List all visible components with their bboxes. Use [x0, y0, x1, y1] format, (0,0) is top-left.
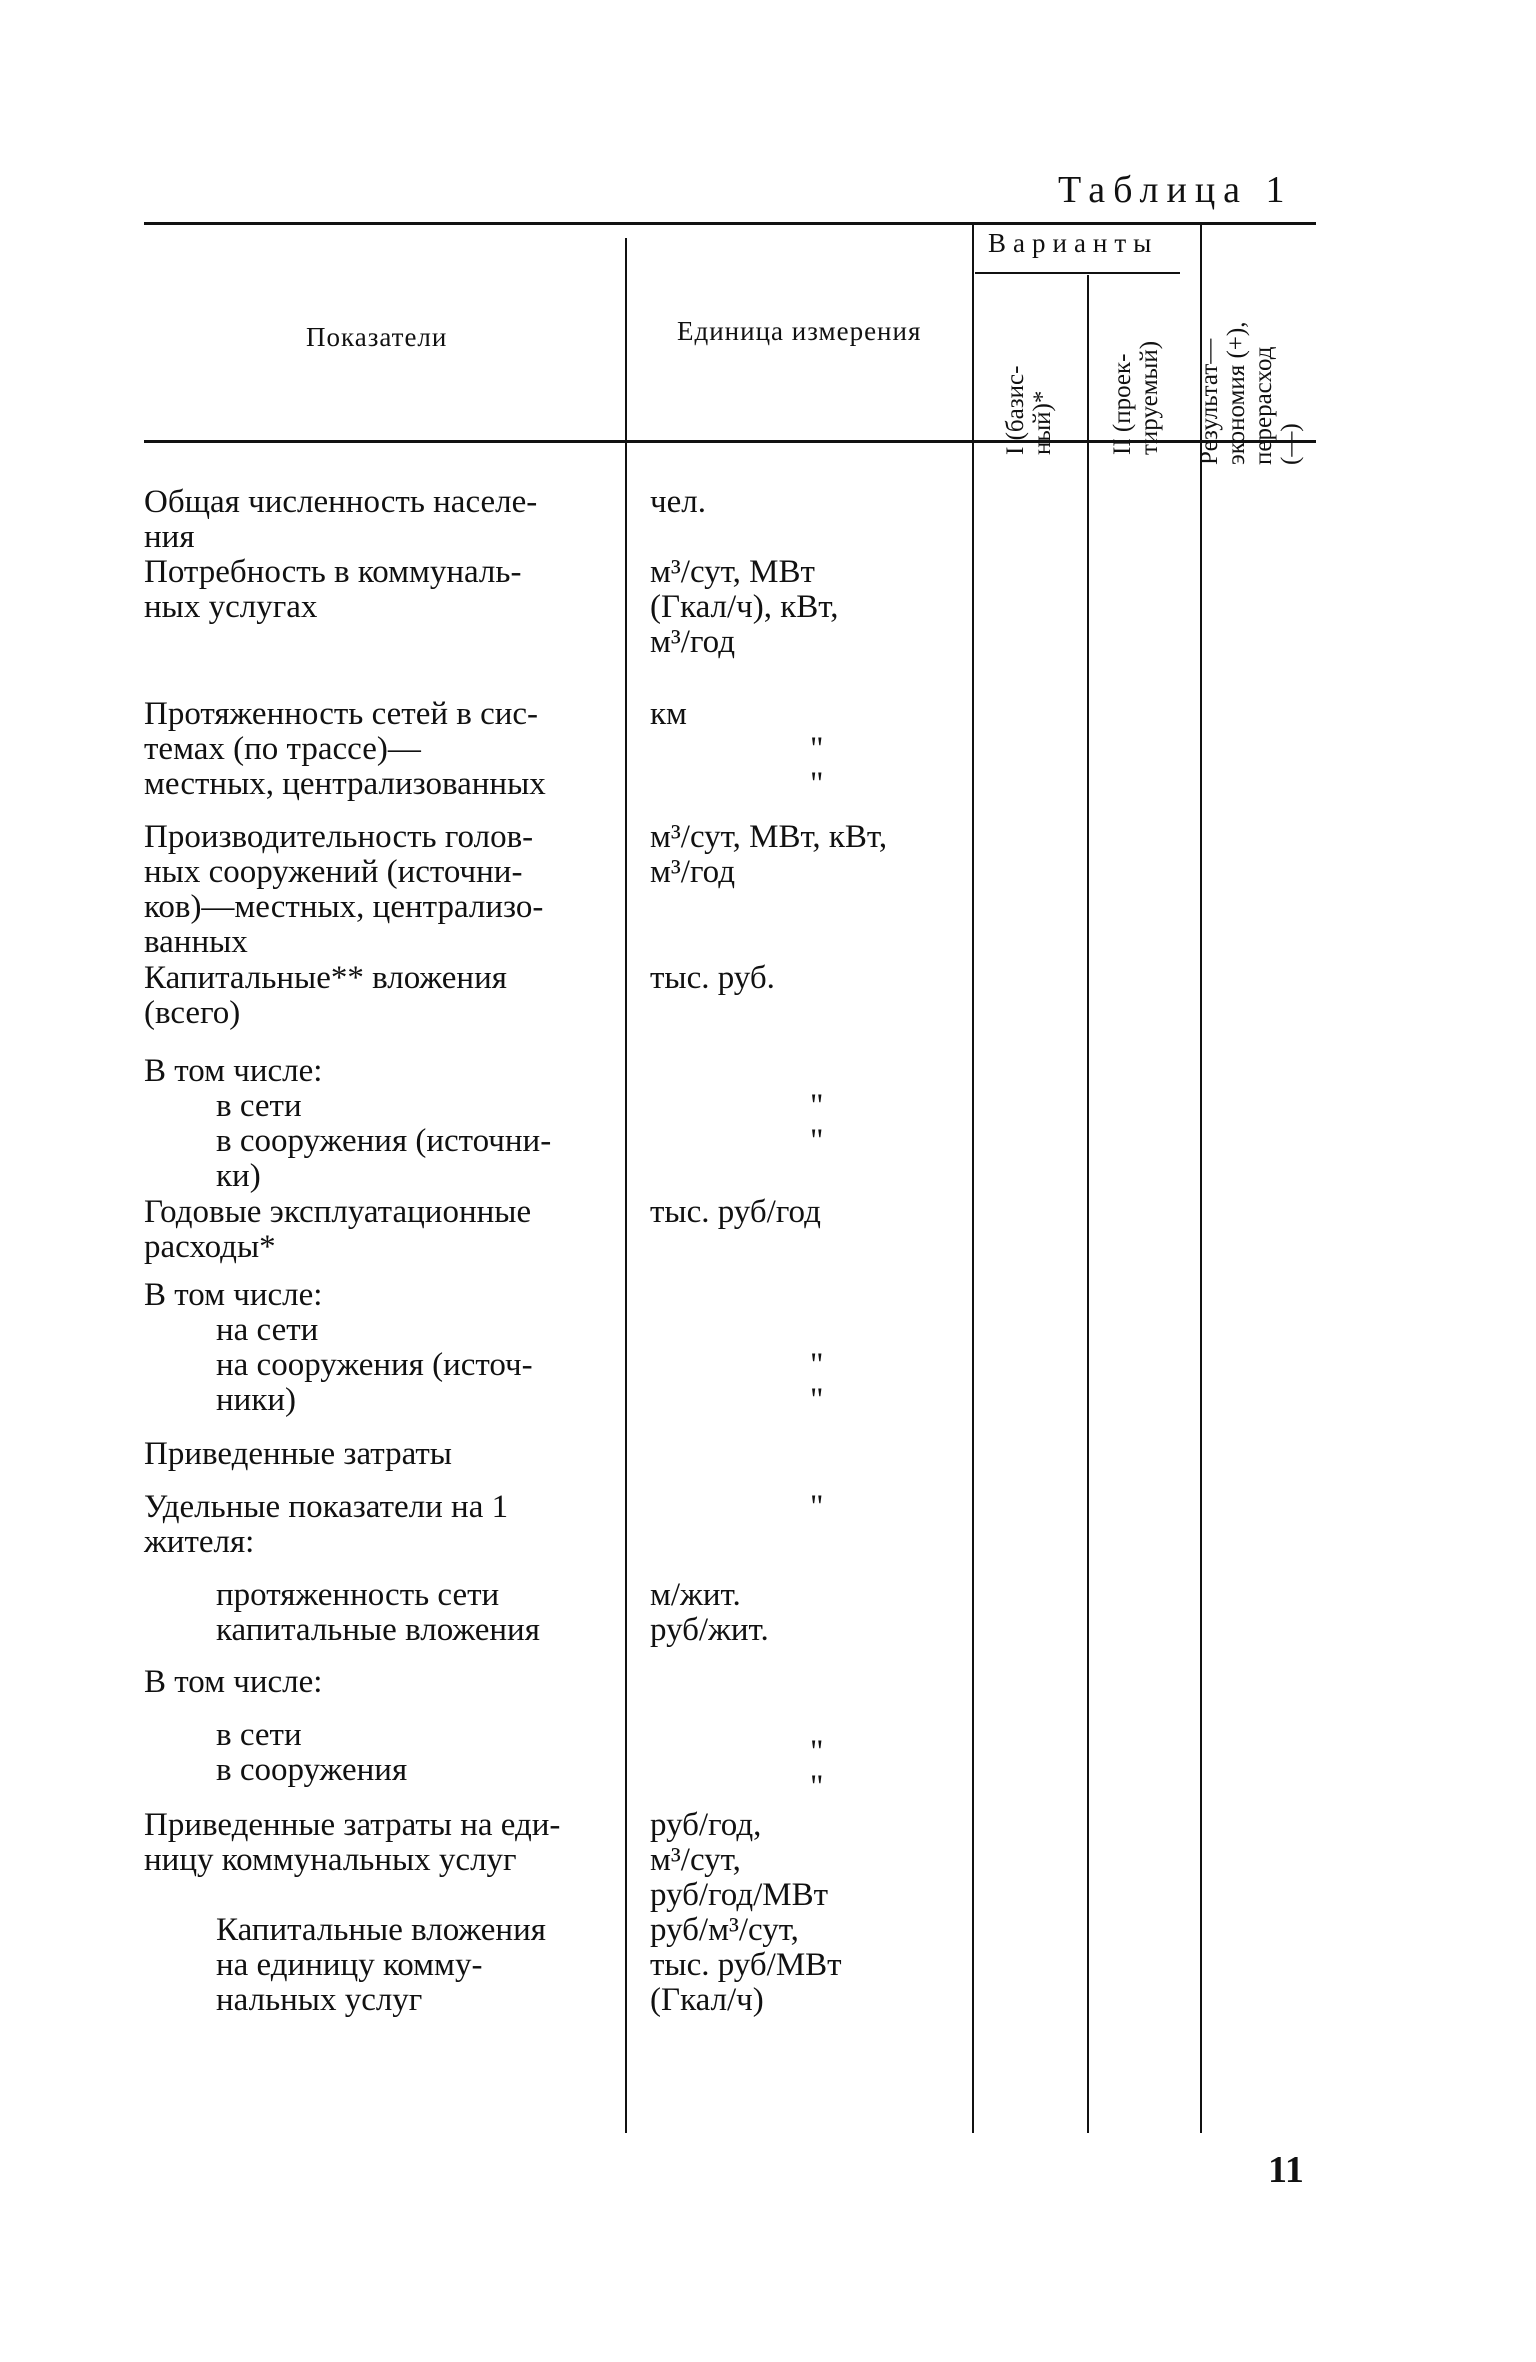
- row-capital-investment-total: Капитальные** вложения (всего): [144, 960, 507, 1031]
- row-annual-operating-costs: Годовые эксплуатационные расходы*: [144, 1194, 532, 1265]
- header-variant-1: I (базис- ный)*: [1002, 365, 1056, 455]
- unit-population: чел.: [650, 484, 706, 520]
- header-variant-2: II (проек- тируемый): [1109, 340, 1163, 455]
- page-number: 11: [1268, 2149, 1304, 2191]
- row-per-capita-by-part: в сети в сооружения: [216, 1717, 408, 1788]
- unit-network-length: км " ": [650, 696, 824, 802]
- row-reduced-costs: Приведенные затраты: [144, 1436, 452, 1472]
- row-utility-demand: Потребность в коммуналь- ных услугах: [144, 554, 522, 625]
- row-operating-by-part: на сети на сооружения (источ- ники): [216, 1312, 533, 1418]
- row-including-label: В том числе:: [144, 1053, 323, 1089]
- unit-capital-total: тыс. руб.: [650, 960, 775, 996]
- header-unit: Единица измерения: [677, 316, 922, 346]
- unit-head-facility-capacity: м³/сут, МВт, кВт, м³/год: [650, 819, 888, 890]
- column-rule-variant2: [1087, 275, 1089, 2133]
- unit-capital-per-unit: руб/м³/сут, тыс. руб/МВт (Гкал/ч): [650, 1912, 842, 2018]
- unit-utility-demand: м³/сут, МВт (Гкал/ч), кВт, м³/год: [650, 554, 839, 660]
- header-variants: Варианты: [988, 228, 1159, 258]
- unit-annual-operating-costs: тыс. руб/год: [650, 1194, 821, 1230]
- unit-specific-indicators: ": [810, 1489, 824, 1525]
- unit-per-capita: м/жит. руб/жит.: [650, 1577, 769, 1648]
- row-per-capita: протяженность сети капитальные вложения: [216, 1577, 540, 1648]
- column-rule-result: [1200, 222, 1202, 2133]
- row-head-facility-capacity: Производительность голов- ных сооружений (источни- ков)—местных, централизо- ванных: [144, 819, 544, 960]
- column-rule-unit: [625, 238, 627, 2133]
- row-specific-indicators: Удельные показатели на 1 жителя:: [144, 1489, 509, 1560]
- row-including-label: В том числе:: [144, 1277, 323, 1313]
- unit-operating-by-part: " ": [810, 1347, 824, 1418]
- unit-capital-by-part: " ": [810, 1088, 824, 1159]
- unit-per-capita-by-part: " ": [810, 1734, 824, 1805]
- column-rule-variant1: [972, 222, 974, 2133]
- table-top-rule: [144, 222, 1316, 225]
- unit-reduced-costs-per-unit: руб/год, м³/сут, руб/год/МВт: [650, 1807, 829, 1913]
- header-result: Результат— экономия (+), перерасход (—): [1196, 321, 1304, 465]
- header-indicator: Показатели: [306, 322, 448, 352]
- row-network-length: Протяженность сетей в сис- темах (по трассе)— местных, централизованных: [144, 696, 546, 802]
- row-reduced-costs-per-unit: Приведенные затраты на еди- ницу коммунальных услуг: [144, 1807, 561, 1878]
- row-capital-by-part: в сети в сооружения (источни- ки): [216, 1088, 552, 1194]
- row-capital-per-unit: Капитальные вложения на единицу комму- нальных услуг: [216, 1912, 546, 2018]
- row-including-label: В том числе:: [144, 1664, 323, 1700]
- row-total-population: Общая численность населе- ния: [144, 484, 538, 555]
- table-caption: Таблица 1: [1058, 169, 1293, 211]
